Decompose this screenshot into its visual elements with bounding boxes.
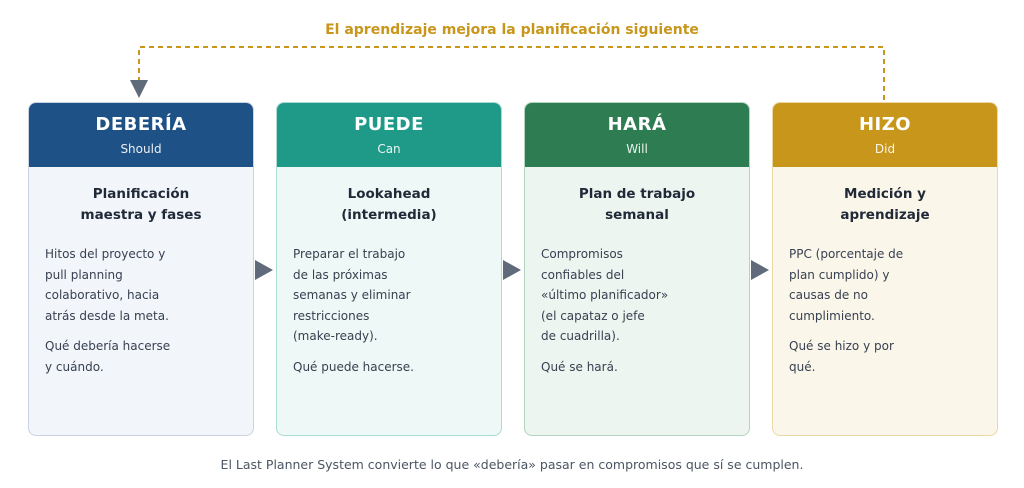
- card-hara: [524, 102, 750, 436]
- triangle-right-arrow-icon: [749, 260, 771, 280]
- card-note: Qué puede hacerse.: [293, 359, 414, 374]
- card-subtitle: Can: [377, 142, 401, 156]
- card-body: PPC (porcentaje de plan cumplido) y causas de no cumplimiento.: [789, 247, 904, 323]
- card-subtitle: Should: [120, 142, 162, 156]
- card-heading: Medición y aprendizaje: [840, 186, 930, 223]
- card-body: Hitos del proyecto y pull planning colaborativo, hacia atrás desde la meta.: [45, 247, 169, 323]
- card-title: PUEDE: [354, 114, 424, 135]
- card-heading: Planificación maestra y fases: [80, 186, 202, 223]
- card-header: [773, 103, 997, 167]
- card-body: Preparar el trabajo de las próximas semanas y eliminar restricciones (make-ready).: [293, 247, 411, 343]
- triangle-right-arrow-icon: [501, 260, 523, 280]
- card-header: [29, 103, 253, 167]
- card-header: [525, 103, 749, 167]
- card-title: HIZO: [858, 114, 912, 135]
- card-note: Qué debería hacerse y cuándo.: [45, 339, 171, 374]
- feedback-loop-arrow: [0, 0, 1024, 110]
- card-heading: Plan de trabajo semanal: [578, 186, 696, 223]
- triangle-down-arrow-icon: [130, 80, 148, 98]
- feedback-label: El aprendizaje mejora la planificación siguiente: [325, 22, 699, 38]
- card-puede: [276, 102, 502, 436]
- card-header: [277, 103, 501, 167]
- card-title: HARÁ: [607, 114, 667, 135]
- card-deberia: [28, 102, 254, 436]
- triangle-right-arrow-icon: [253, 260, 275, 280]
- card-subtitle: Did: [874, 142, 896, 156]
- card-title: DEBERÍA: [95, 114, 187, 135]
- card-body: Compromisos confiables del «último planificador» (el capataz o jefe de cuadrilla).: [541, 247, 669, 343]
- card-note: Qué se hará.: [541, 359, 618, 374]
- card-note: Qué se hizo y por qué.: [789, 339, 894, 374]
- card-subtitle: Will: [626, 142, 648, 156]
- card-heading: Lookahead (intermedia): [341, 186, 437, 223]
- card-hizo: [772, 102, 998, 436]
- caption: El Last Planner System convierte lo que «debería» pasar en compromisos que sí se cumplen.: [220, 457, 804, 472]
